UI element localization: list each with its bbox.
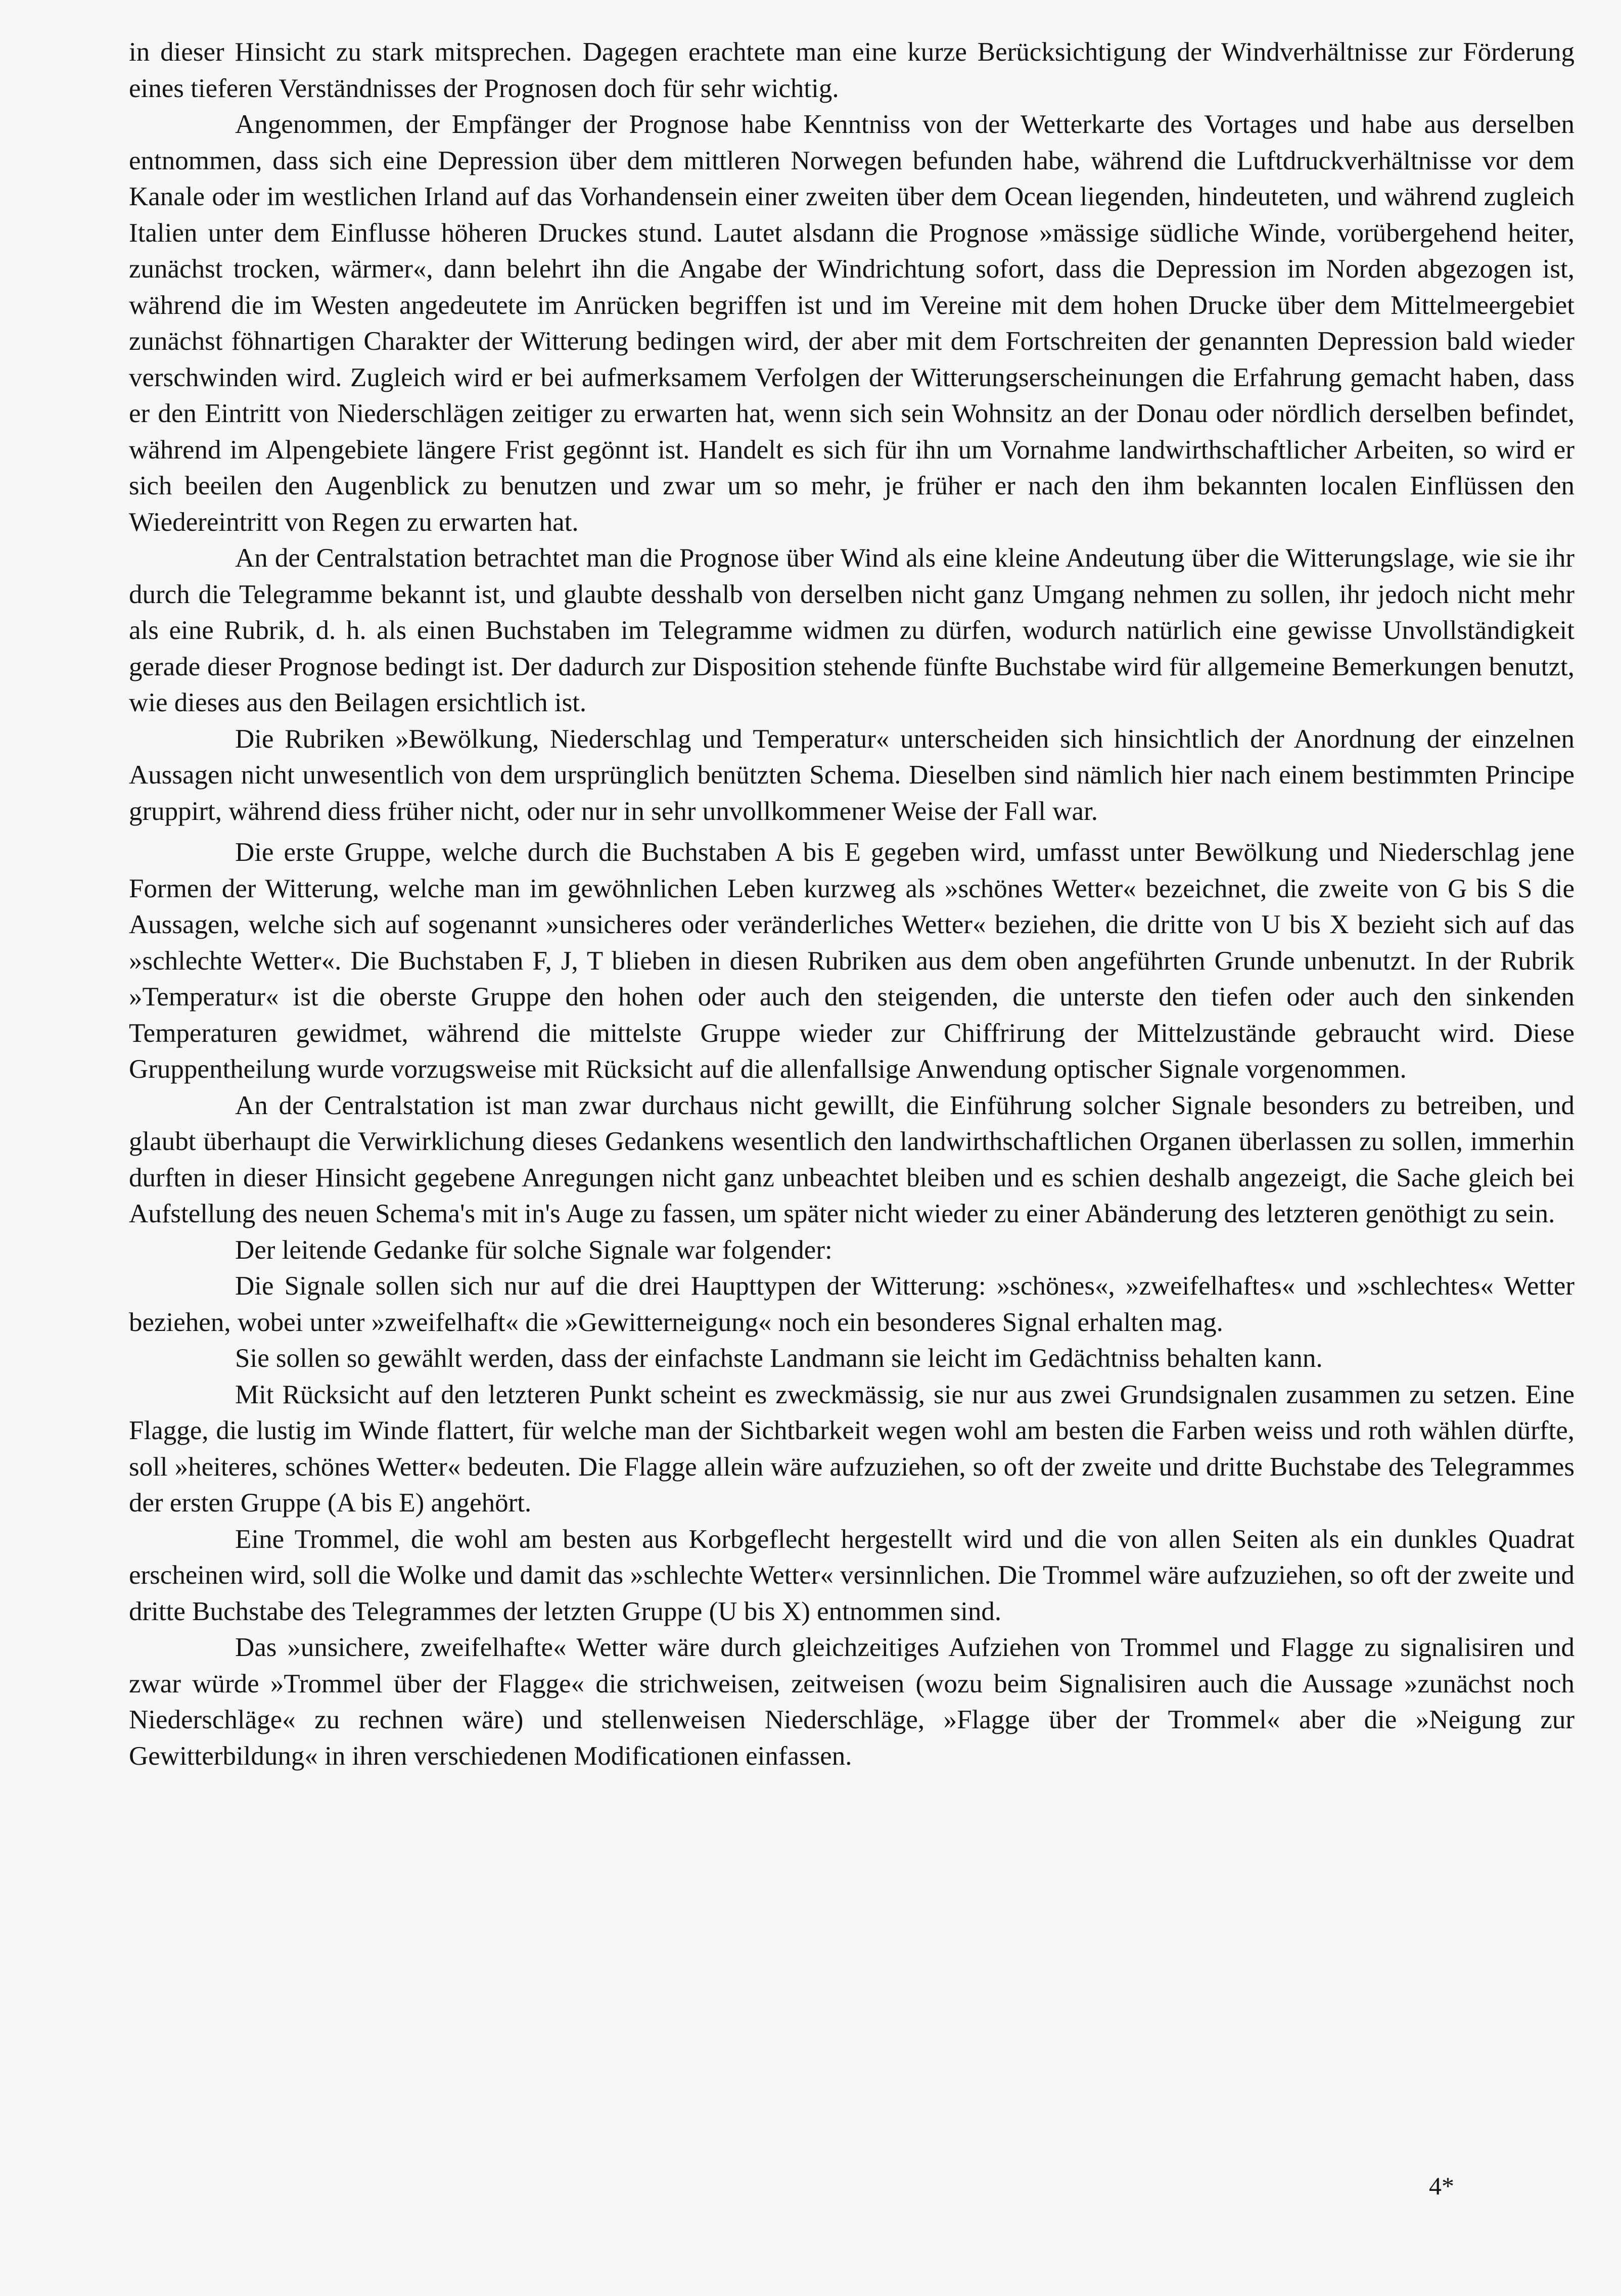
document-page [129,34,1574,2269]
paragraph-9: Sie sollen so gewählt werden, dass der einfachste Landmann sie leicht im Gedächtniss behalten kann. [235,1344,1323,1373]
paragraph-6: An der Centralstation ist man zwar durchaus nicht gewillt, die Einführung solcher Signale besonders zu betreiben, und glaubt überhaupt die Verwirklichung dieses Gedankens wesentlich den landwirthschaftlichen Organen überlassen zu sollen, immerhin durften in dieser Hinsicht gegebene Anregungen nicht ganz unbeachtet bleiben und es schien deshalb angezeigt, die Sache gleich bei Aufstellung des neuen Schema's mit in's Auge zu fassen, um später nicht wieder zu einer Abänderung des letzteren genöthigt zu sein. [129,1090,1574,1228]
signature-mark: 4* [1429,2172,1454,2200]
paragraph-10: Mit Rücksicht auf den letzteren Punkt scheint es zweckmässig, sie nur aus zwei Grundsignalen zusammen zu setzen. Eine Flagge, die lustig im Winde flattert, für welche man der Sichtbarkeit wegen wohl am besten die Farben weiss und roth wählen dürfte, soll »heiteres, schönes Wetter« bedeuten. Die Flagge allein wäre aufzuziehen, so oft der zweite und dritte Buchstabe des Telegrammes der ersten Gruppe (A bis E) angehört. [129,1380,1574,1518]
paragraph-4: Die Rubriken »Bewölkung, Niederschlag und Temperatur« unterscheiden sich hinsichtlich der Anordnung der einzelnen Aussagen nicht unwesentlich von dem ursprünglich benützten Schema. Dieselben sind nämlich hier nach einem bestimmten Principe gruppirt, während diess früher nicht, oder nur in sehr unvollkommener Weise der Fall war. [129,724,1574,826]
paragraph-11: Eine Trommel, die wohl am besten aus Korbgeflecht hergestellt wird und die von allen Seiten als ein dunkles Quadrat erscheinen wird, soll die Wolke und damit das »schlechte Wetter« versinnlichen. Die Trommel wäre aufzuziehen, so oft der zweite und dritte Buchstabe des Telegrammes der letzten Gruppe (U bis X) entnommen sind. [129,1524,1574,1626]
paragraph-1: in dieser Hinsicht zu stark mitsprechen. Dagegen erachtete man eine kurze Berücksichtigung der Windverhältnisse zur Förderung eines tieferen Verständnisses der Prognosen doch für sehr wichtig. [129,37,1574,103]
paragraph-3: An der Centralstation betrachtet man die Prognose über Wind als eine kleine Andeutung über die Witterungslage, wie sie ihr durch die Telegramme bekannt ist, und glaubte desshalb von derselben nicht ganz Umgang nehmen zu sollen, ihr jedoch nicht mehr als eine Rubrik, d. h. als einen Buchstaben im Telegramme widmen zu dürfen, wodurch natürlich eine gewisse Unvollständigkeit gerade dieser Prognose bedingt ist. Der dadurch zur Disposition stehende fünfte Buchstabe wird für allgemeine Bemerkungen benutzt, wie dieses aus den Beilagen ersichtlich ist. [129,543,1574,717]
paragraph-5: Die erste Gruppe, welche durch die Buchstaben A bis E gegeben wird, umfasst unter Bewölkung und Niederschlag jene Formen der Witterung, welche man im gewöhnlichen Leben kurzweg als »schönes Wetter« bezeichnet, die zweite von G bis S die Aussagen, welche sich auf sogenannt »unsicheres oder veränderliches Wetter« beziehen, die dritte von U bis X bezieht sich auf das »schlechte Wetter«. Die Buchstaben F, J, T blieben in diesen Rubriken aus dem oben angeführten Grunde unbenutzt. In der Rubrik »Temperatur« ist die oberste Gruppe den hohen oder auch den steigenden, die unterste den tiefen oder auch den sinkenden Temperaturen gewidmet, während die mittelste Gruppe wieder zur Chiffrirung der Mittelzustände gebraucht wird. Diese Gruppentheilung wurde vorzugsweise mit Rücksicht auf die allenfallsige Anwendung optischer Signale vorgenommen. [129,838,1574,1084]
paragraph-8: Die Signale sollen sich nur auf die drei Haupttypen der Witterung: »schönes«, »zweifelhaftes« und »schlechtes« Wetter beziehen, wobei unter »zweifelhaft« die »Gewitterneigung« noch ein besonderes Signal erhalten mag. [129,1271,1574,1337]
paragraph-7: Der leitende Gedanke für solche Signale war folgender: [235,1235,832,1265]
paragraph-12: Das »unsichere, zweifelhafte« Wetter wäre durch gleichzeitiges Aufziehen von Trommel und Flagge zu signalisiren und zwar würde »Trommel über der Flagge« die strichweisen, zeitweisen (wozu beim Signalisiren auch die Aussage »zunächst noch Niederschläge« zu rechnen wäre) und stellenweisen Niederschläge, »Flagge über der Trommel« aber die »Neigung zur Gewitterbildung« in ihren verschiedenen Modificationen einfassen. [129,1633,1574,1771]
paragraph-2: Angenommen, der Empfänger der Prognose habe Kenntniss von der Wetterkarte des Vortages und habe aus derselben entnommen, dass sich eine Depression über dem mittleren Norwegen befunden habe, während die Luftdruckverhältnisse vor dem Kanale oder im westlichen Irland auf das Vorhandensein einer zweiten über dem Ocean liegenden, hindeuteten, und während zugleich Italien unter dem Einflusse höheren Druckes stund. Lautet alsdann die Prognose »mässige südliche Winde, vorübergehend heiter, zunächst trocken, wärmer«, dann belehrt ihn die Angabe der Windrichtung sofort, dass die Depression im Norden abgezogen ist, während die im Westen angedeutete im Anrücken begriffen ist und im Vereine mit dem hohen Drucke über dem Mittelmeergebiet zunächst föhnartigen Charakter der Witterung bedingen wird, der aber mit dem Fortschreiten der genannten Depression bald wieder verschwinden wird. Zugleich wird er bei aufmerksamem Verfolgen der Witterungserscheinungen die Erfahrung gemacht haben, dass er den Eintritt von Niederschlägen zeitiger zu erwarten hat, wenn sich sein Wohnsitz an der Donau oder nördlich derselben befindet, während im Alpengebiete längere Frist gegönnt ist. Handelt es sich für ihn um Vornahme landwirthschaftlicher Arbeiten, so wird er sich beeilen den Augenblick zu benutzen und zwar um so mehr, je früher er nach den ihm bekannten localen Einflüssen den Wiedereintritt von Regen zu erwarten hat. [129,110,1574,537]
